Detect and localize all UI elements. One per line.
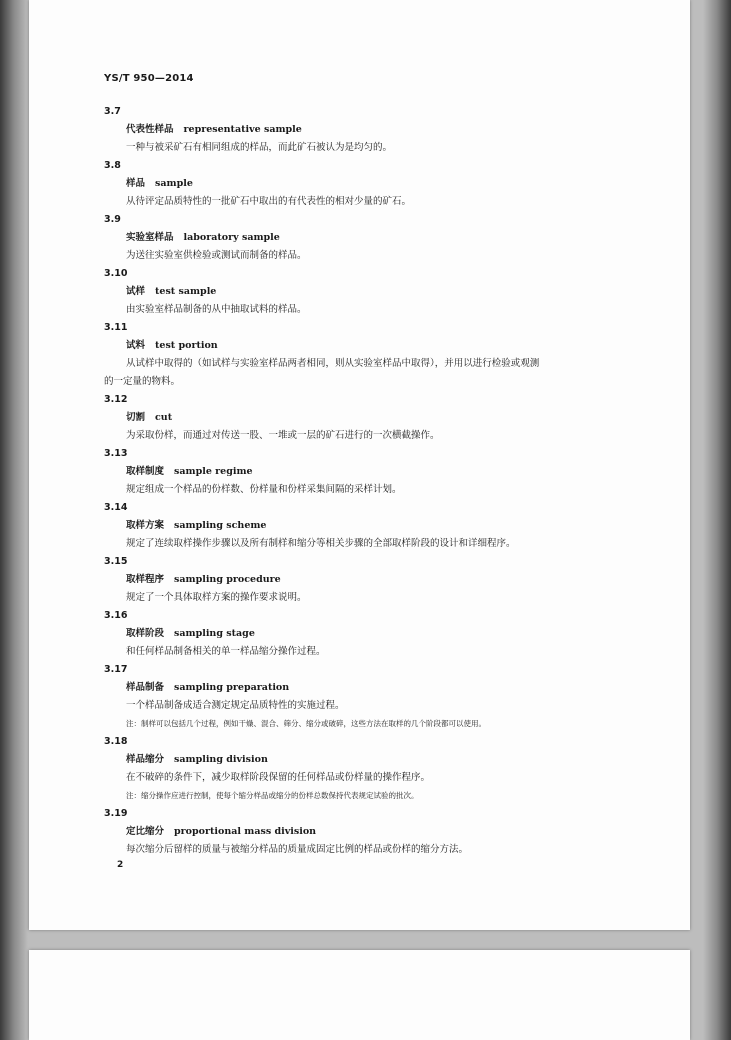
term-number: 3.13: [104, 448, 128, 459]
term-entry: [29, 211, 690, 265]
term-definition: 由实验室样品制备的从中抽取试料的样品。: [126, 304, 307, 315]
term-definition: 规定组成一个样品的份样数、份样量和份样采集间隔的采样计划。: [126, 484, 402, 495]
term-definition: 规定了一个具体取样方案的操作要求说明。: [126, 592, 307, 603]
page-number: 2: [117, 860, 124, 870]
term-note: 注：缩分操作应进行控制，使每个缩分样品或缩分的份样总数保持代表规定试验的批次。: [126, 791, 419, 800]
term-en: sample: [155, 178, 193, 189]
term-zh: 样品: [126, 178, 146, 189]
term-zh: 取样程序: [126, 574, 165, 585]
next-page-preview: [29, 950, 690, 1040]
term-title: [126, 823, 690, 841]
term-definition: 和任何样品制备相关的单一样品缩分操作过程。: [126, 646, 326, 657]
term-definition: 从待评定品质特性的一批矿石中取出的有代表性的相对少量的矿石。: [126, 196, 412, 207]
term-entry: [29, 265, 690, 319]
term-title: [126, 571, 690, 589]
term-en: test sample: [155, 286, 217, 297]
term-number: 3.15: [104, 556, 128, 567]
term-entry: [29, 607, 690, 661]
term-zh: 取样制度: [126, 466, 165, 477]
term-entry: [29, 103, 690, 157]
term-number: 3.10: [104, 268, 128, 279]
term-zh: 样品制备: [126, 682, 165, 693]
term-definition: 一个样品制备成适合测定规定品质特性的实施过程。: [126, 700, 345, 711]
term-number: 3.17: [104, 664, 128, 675]
term-number: 3.11: [104, 322, 128, 333]
term-en: sampling procedure: [174, 574, 281, 585]
term-zh: 试料: [126, 340, 146, 351]
term-definition: 为送往实验室供检验或测试而制备的样品。: [126, 250, 307, 261]
term-title: [126, 283, 690, 301]
term-title: [126, 409, 690, 427]
term-entry: [29, 445, 690, 499]
term-zh: 试样: [126, 286, 146, 297]
term-title: [126, 463, 690, 481]
term-number: 3.18: [104, 736, 128, 747]
term-title: [126, 679, 690, 697]
term-definition: 规定了连续取样操作步骤以及所有制样和缩分等相关步骤的全部取样阶段的设计和详细程序。: [126, 538, 516, 549]
term-zh: 定比缩分: [126, 826, 165, 837]
term-number: 3.9: [104, 214, 121, 225]
term-number: 3.8: [104, 160, 121, 171]
term-en: laboratory sample: [183, 232, 280, 243]
term-number: 3.19: [104, 808, 128, 819]
term-en: cut: [155, 412, 173, 423]
term-definitions-list: [29, 103, 690, 859]
term-en: test portion: [155, 340, 218, 351]
term-zh: 切割: [126, 412, 146, 423]
term-zh: 代表性样品: [126, 124, 174, 135]
term-title: [126, 229, 690, 247]
term-number: 3.14: [104, 502, 128, 513]
term-number: 3.16: [104, 610, 128, 621]
term-definition: 为采取份样，而通过对传送一股、一堆或一层的矿石进行的一次横截操作。: [126, 430, 440, 441]
term-number: 3.12: [104, 394, 128, 405]
term-entry: [29, 661, 690, 733]
term-title: [126, 175, 690, 193]
document-page: [29, 0, 690, 930]
term-entry: [29, 319, 690, 391]
term-zh: 取样阶段: [126, 628, 165, 639]
term-entry: [29, 733, 690, 805]
term-en: sample regime: [174, 466, 253, 477]
term-entry: [29, 805, 690, 859]
term-entry: [29, 553, 690, 607]
term-entry: [29, 499, 690, 553]
term-en: sampling preparation: [174, 682, 290, 693]
term-zh: 实验室样品: [126, 232, 174, 243]
term-definition: 每次缩分后留样的质量与被缩分样品的质量成固定比例的样品或份样的缩分方法。: [126, 844, 469, 855]
term-title: [126, 121, 690, 139]
term-title: [126, 337, 690, 355]
term-note: 注：制样可以包括几个过程，例如干燥、混合、筛分、缩分或破碎，这些方法在取样的几个阶段都可以使用。: [126, 719, 486, 728]
term-definition: 一种与被采矿石有相同组成的样品，而此矿石被认为是均匀的。: [126, 142, 393, 153]
term-definition: 从试样中取得的（如试样与实验室样品两者相同，则从实验室样品中取得），并用以进行检验或观测: [126, 358, 540, 369]
term-title: [126, 625, 690, 643]
term-zh: 样品缩分: [126, 754, 165, 765]
term-title: [126, 517, 690, 535]
term-number: 3.7: [104, 106, 121, 117]
term-en: proportional mass division: [174, 826, 317, 837]
term-zh: 取样方案: [126, 520, 165, 531]
term-en: representative sample: [183, 124, 302, 135]
term-en: sampling scheme: [174, 520, 267, 531]
term-definition: 在不破碎的条件下，减少取样阶段保留的任何样品或份样量的操作程序。: [126, 772, 431, 783]
standard-code: YS/T 950—2014: [104, 73, 194, 84]
term-entry: [29, 157, 690, 211]
term-en: sampling division: [174, 754, 268, 765]
term-title: [126, 751, 690, 769]
term-entry: [29, 391, 690, 445]
term-definition-continued: 的一定量的物料。: [104, 376, 181, 387]
term-en: sampling stage: [174, 628, 255, 639]
